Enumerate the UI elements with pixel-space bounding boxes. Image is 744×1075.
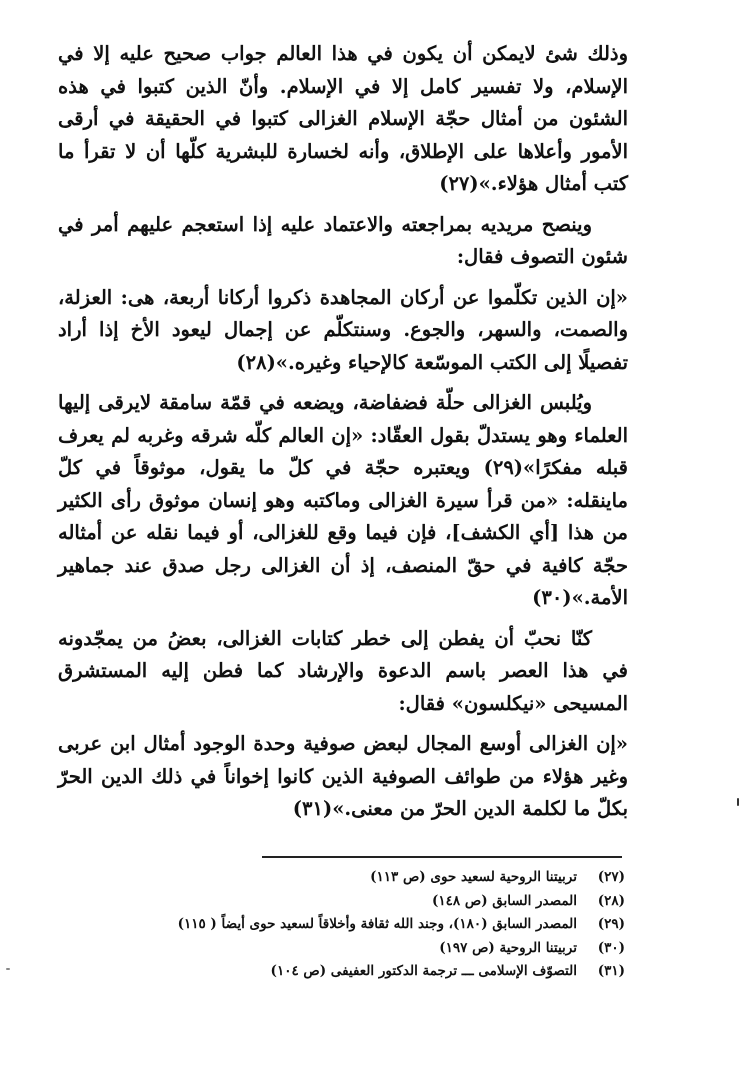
- footnote-text: المصدر السابق (١٨٠)، وجند الله ثقافة وأخلاقاً لسعيد حوى أيضاً ( ١١٥): [177, 916, 577, 932]
- footnote-29: [80, 913, 625, 937]
- footnote-divider: [262, 856, 622, 858]
- footnote-text: تربيتنا الروحية لسعيد حوى (ص ١١٣): [370, 869, 577, 885]
- paragraph-6: «إن الغزالى أوسع المجال لبعض صوفية وحدة الوجود أمثال ابن عربى وغير هؤلاء من طوائف الصوفية الذين كانوا إخواناً في ذلك الدين الحرّ بكلّ ما لكلمة الدين الحرّ من معنى.»(٣١): [58, 732, 628, 820]
- footnote-number: (٢٨): [597, 892, 625, 909]
- footnote-31: [80, 960, 625, 984]
- paragraph-4: ويُلبس الغزالى حلّة فضفاضة، ويضعه في قمّة سامقة لايرقى إليها العلماء وهو يستدلّ بقول العقّاد: «إن العالم كلّه شرقه وغربه لم يعرف قبله مفكرًا»(٢٩) ويعتبره حجّة في كلّ ما يقول، موثوقاً في كلّ ماينقله: «من قرأ سيرة الغزالى وماكتبه وهو إنسان موثوق رأى الكثير من هذا [أي الكشف]، فإن فيما وقع للغزالى، أو فيما نقله عن أمثاله حجّة كافية في حقّ المنصف، إذ أن الغزالى رجل صدق عند جماهير الأمة.»(٣٠): [58, 391, 629, 609]
- paragraph-1: وذلك شئ لايمكن أن يكون في هذا العالم جواب صحيح عليه إلا في الإسلام، ولا تفسير كامل إلا في الإسلام. وأنّ الذين كتبوا في هذه الشئون من أمثال حجّة الإسلام الغزالى كتبوا في الحقيقة في أرقى الأمور وأعلاها على الإطلاق، وأنه لخسارة للبشرية كلّها أن لا تقرأ ما كتب أمثال هؤلاء.»(٢٧): [58, 42, 628, 195]
- paragraph-2: وينصح مريديه بمراجعته والاعتماد عليه إذا استعجم عليهم أمر في شئون التصوف فقال:: [58, 212, 628, 268]
- footnote-number: (٣٠): [597, 939, 625, 956]
- footnote-number: (٢٩): [597, 916, 625, 932]
- footnote-text: المصدر السابق (ص ١٤٨): [432, 892, 577, 909]
- footnote-27: [80, 866, 625, 890]
- paragraph-3: «إن الذين تكلّموا عن أركان المجاهدة ذكروا أركانا أربعة، هى: العزلة، والصمت، والسهر، والجوع. وسنتكلّم عن إجمال ليعود الأخ إذا أراد تفصيلًا إلى الكتب الموسّعة كالإحياء وغيره.»(٢٨): [58, 285, 628, 374]
- footnote-text: تربيتنا الروحية (ص ١٩٧): [439, 939, 577, 956]
- scan-speck: [6, 968, 10, 970]
- footnotes: [80, 866, 625, 984]
- footnote-30: [80, 937, 625, 961]
- footnote-text: التصوّف الإسلامى ـــ ترجمة الدكتور العفيفى (ص ١٠٤): [270, 963, 577, 979]
- scan-speck: [737, 798, 739, 806]
- main-text: [58, 38, 628, 834]
- paragraph-5: كنّا نحبّ أن يفطن إلى خطر كتابات الغزالى، بعضُ من يمجّدونه في هذا العصر باسم الدعوة والإرشاد كما فطن إليه المستشرق المسيحى «نيكلسون» فقال:: [58, 626, 628, 715]
- footnote-28: [80, 890, 625, 914]
- footnote-number: (٢٧): [597, 869, 625, 885]
- footnote-number: (٣١): [597, 963, 625, 979]
